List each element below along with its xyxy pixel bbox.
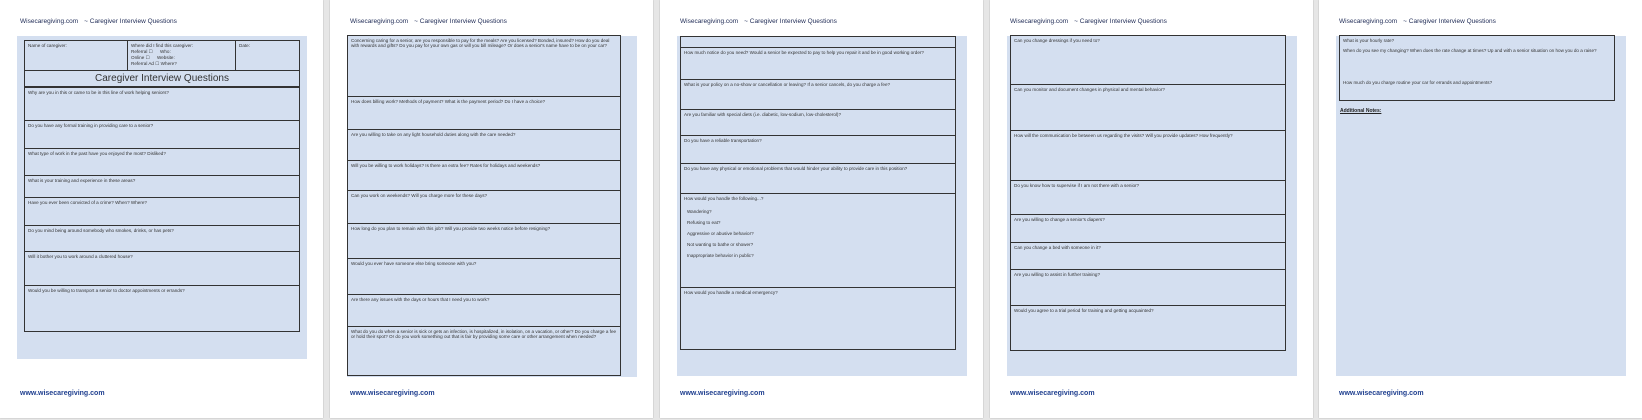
header-site: Wisecaregiving.com — [20, 18, 79, 25]
document-page-5 — [1319, 0, 1642, 418]
shaded-content-area — [347, 36, 637, 377]
question-row[interactable]: Are there any issues with the days or hours that I need you to work? — [348, 294, 620, 326]
question-row[interactable]: Why are you in this or came to be in this line of work helping seniors? — [25, 87, 299, 120]
question-row[interactable]: Can you monitor and document changes in physical and mental behavior? — [1011, 84, 1285, 130]
shaded-content-area — [1007, 36, 1297, 376]
question-row[interactable]: How will the communication be between us regarding the visits? Will you provide updates? How frequently? — [1011, 130, 1285, 180]
shaded-content-area — [1336, 36, 1626, 376]
question-row[interactable]: How much do you charge routine your car for errands and appointments? — [1343, 80, 1493, 85]
question-row[interactable]: Do you have any physical or emotional problems that would hinder your ability to provide care in this position? — [681, 163, 955, 193]
document-page-2 — [330, 0, 653, 418]
blank-row[interactable] — [681, 37, 955, 47]
question-row[interactable]: What is your hourly rate? — [1343, 38, 1395, 43]
website-label: Website: — [156, 55, 175, 60]
sub-question: Aggressive or abusive behavior? — [687, 231, 754, 236]
additional-notes-label[interactable]: Additional Notes: — [1340, 108, 1382, 114]
referral-label: Referral — [131, 49, 148, 54]
page-footer[interactable]: www.wisecaregiving.com — [1010, 390, 1095, 397]
question-row[interactable]: When do you see my changing? When does the rate change at times? Up and with a senior situation on how you do a raise? — [1343, 48, 1597, 53]
question-row[interactable]: Will you be willing to work holidays? Is there an extra fee? Rates for holidays and weekends? — [348, 160, 620, 190]
question-row[interactable]: Can you change dressings if you need to? — [1014, 38, 1100, 43]
page-footer[interactable]: www.wisecaregiving.com — [680, 390, 765, 397]
question-row[interactable]: What is your training and experience in these areas? — [25, 175, 299, 197]
question-row[interactable]: How would you handle a medical emergency? — [681, 287, 955, 347]
page-header — [20, 18, 183, 25]
header-title: ~ Caregiver Interview Questions — [1403, 18, 1496, 25]
question-row[interactable]: Can you change a bed with someone in it? — [1011, 242, 1285, 269]
who-label: Who: — [160, 49, 171, 54]
shaded-content-area — [17, 36, 307, 359]
header-site: Wisecaregiving.com — [1339, 18, 1398, 25]
sub-question: Not wanting to bathe or shower? — [687, 242, 754, 247]
interview-form-table — [24, 40, 300, 332]
header-title: ~ Caregiver Interview Questions — [414, 18, 507, 25]
page-footer[interactable]: www.wisecaregiving.com — [20, 390, 105, 397]
referral-checkbox[interactable]: ☐ — [148, 49, 153, 54]
where-question: Where? — [160, 61, 177, 66]
question-row[interactable]: Would you agree to a trial period for training and getting acquainted? — [1011, 305, 1285, 339]
source-cell — [128, 41, 236, 70]
shaded-content-area — [677, 36, 967, 376]
referral-ad-label: Referral Ad — [131, 61, 154, 66]
question-row[interactable]: Are you willing to take on any light household duties along with the care needed? — [348, 129, 620, 160]
header-site: Wisecaregiving.com — [350, 18, 409, 25]
interview-form-table — [347, 35, 621, 376]
page-header — [1339, 18, 1502, 25]
question-row[interactable]: How much notice do you need? Would a senior be expected to pay to help you repair it and be in good working order? — [681, 47, 955, 79]
question-row[interactable]: Would you ever have someone else bring someone with you? — [348, 258, 620, 294]
header-title: ~ Caregiver Interview Questions — [744, 18, 837, 25]
sub-question: Wandering? — [687, 209, 712, 214]
page-footer[interactable]: www.wisecaregiving.com — [1339, 390, 1424, 397]
interview-form-table — [1339, 35, 1615, 101]
header-site: Wisecaregiving.com — [680, 18, 739, 25]
question-text: How would you handle the following...? — [684, 196, 764, 201]
question-row[interactable]: What type of work in the past have you enjoyed the most? Disliked? — [25, 148, 299, 175]
question-row[interactable]: Do you know how to supervise if I am not there with a senior? — [1011, 180, 1285, 214]
question-row[interactable]: Are you familiar with special diets (i.e. diabetic, low-sodium, low-cholesterol)? — [681, 109, 955, 135]
question-row[interactable]: Can you work on weekends? Will you charge more for these days? — [348, 190, 620, 223]
question-row[interactable]: Are you willing to change a senior's diapers? — [1011, 214, 1285, 242]
page-header — [1010, 18, 1173, 25]
question-row[interactable]: Concerning caring for a senior, are you responsible to pay for the meals? Are you licensed? Bonded, insured? How do you deal with rewards and gifts? Do you pay for your own gas or will you bill mileage? Or does a senior's name have to be on your car? — [351, 38, 610, 48]
question-row[interactable] — [681, 193, 955, 287]
page-header — [680, 18, 843, 25]
referral-ad-checkbox[interactable]: ☐ — [155, 61, 160, 66]
interview-form-table — [680, 36, 956, 350]
question-row[interactable]: Are you willing to assist in further training? — [1011, 269, 1285, 305]
name-cell[interactable]: Name of caregiver: — [25, 41, 128, 70]
interview-form-table — [1010, 35, 1286, 351]
header-site: Wisecaregiving.com — [1010, 18, 1069, 25]
document-page-4 — [990, 0, 1313, 418]
caregiver-info-row — [25, 41, 299, 71]
online-label: Online — [131, 55, 145, 60]
question-row[interactable]: Would you be willing to transport a senior to doctor appointments or errands? — [25, 285, 299, 325]
question-row[interactable]: How does billing work? Methods of payment? What is the payment period? Do I have a choice? — [348, 96, 620, 129]
where-label: Where did I find this caregiver: — [131, 43, 194, 48]
question-row[interactable]: Will it bother you to work around a cluttered house? — [25, 251, 299, 285]
date-cell[interactable]: Date: — [239, 43, 250, 48]
question-row[interactable]: Have you ever been convicted of a crime? When? Where? — [25, 197, 299, 225]
page-footer[interactable]: www.wisecaregiving.com — [350, 390, 435, 397]
header-title: ~ Caregiver Interview Questions — [84, 18, 177, 25]
online-checkbox[interactable]: ☐ — [145, 55, 150, 60]
question-row[interactable]: Do you mind being around somebody who smokes, drinks, or has pets? — [25, 225, 299, 251]
question-row[interactable]: How long do you plan to remain with this job? Will you provide two weeks notice before resigning? — [348, 223, 620, 258]
page-header — [350, 18, 513, 25]
question-row[interactable]: What do you do when a senior is sick or gets an infection, is hospitalized, in isolation, on a vacation, or other? Do you charge a fee or hold their spot? Or do you work something out that is fair by providing some care or other arrangement when needed? — [348, 326, 620, 373]
form-title: Caregiver Interview Questions — [25, 71, 299, 87]
sub-question: Refusing to eat? — [687, 220, 721, 225]
document-page-3 — [660, 0, 983, 418]
document-page-1 — [0, 0, 323, 418]
sub-question: Inappropriate behavior in public? — [687, 253, 754, 258]
question-row[interactable]: Do you have any formal training in providing care to a senior? — [25, 120, 299, 148]
header-title: ~ Caregiver Interview Questions — [1074, 18, 1167, 25]
question-row[interactable]: What is your policy on a no-show or cancellation or leaving? If a senior cancels, do you charge a fee? — [681, 79, 955, 109]
question-row[interactable]: Do you have a reliable transportation? — [681, 135, 955, 163]
